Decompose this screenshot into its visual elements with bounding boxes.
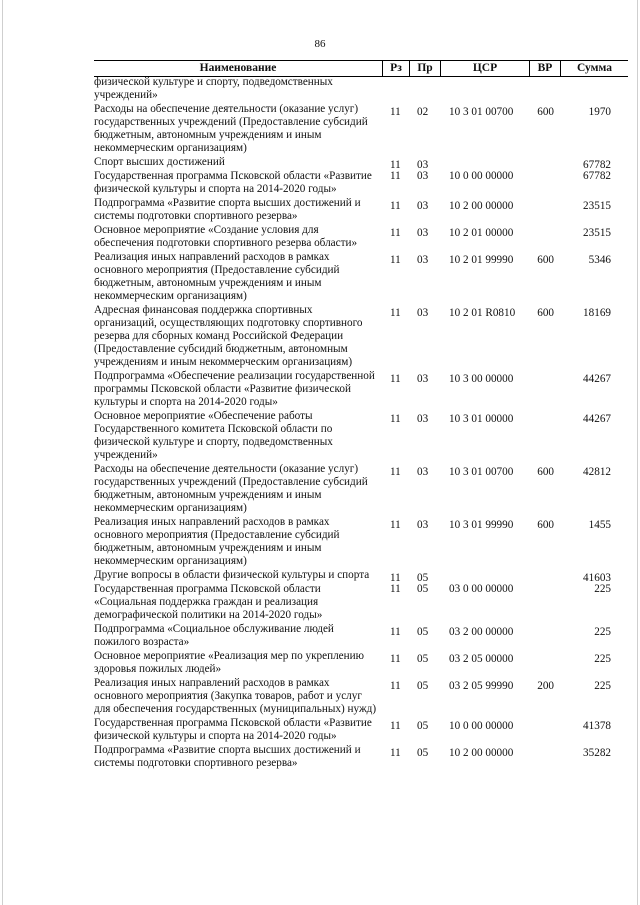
row-csr: 10 3 01 99990	[449, 519, 514, 531]
row-rz: 11	[390, 106, 401, 118]
table-row	[94, 744, 628, 770]
row-csr: 10 2 00 00000	[449, 200, 514, 212]
budget-table	[94, 76, 628, 771]
header-vr: ВР	[537, 62, 553, 74]
row-sum: 44267	[583, 373, 611, 385]
row-name: Государственная программа Псковской области «Развитие физической культуры и спорта на 2014-2020 годы»	[94, 717, 372, 742]
row-pr: 03	[417, 307, 429, 319]
row-csr: 10 3 01 00700	[449, 466, 514, 478]
row-sum: 225	[594, 680, 611, 692]
row-sum: 225	[594, 583, 611, 595]
table-row	[94, 623, 628, 649]
row-csr: 03 2 05 00000	[449, 653, 514, 665]
row-pr: 03	[417, 170, 429, 182]
table-row	[94, 650, 628, 676]
row-sum: 44267	[583, 413, 611, 425]
row-csr: 03 2 00 00000	[449, 626, 514, 638]
row-csr: 10 0 00 00000	[449, 170, 514, 182]
row-name: Адресная финансовая поддержка спортивных организаций, осуществляющих подготовку спортивного резерва для сборных команд Российской Федерации (Предоставление субсидий бюджетным, автономным учреждениям и иным некоммерческим организациям)	[94, 304, 363, 368]
table-row	[94, 197, 628, 223]
row-pr: 03	[417, 519, 429, 531]
table-row	[94, 410, 628, 462]
table-row	[94, 156, 628, 169]
row-rz: 11	[390, 519, 401, 531]
row-sum: 1455	[588, 519, 611, 531]
row-name: Расходы на обеспечение деятельности (оказание услуг) государственных учреждений (Предоставление субсидий бюджетным, автономным учреждениям и иным некоммерческим организациям)	[94, 463, 368, 514]
row-name: Расходы на обеспечение деятельности (оказание услуг) государственных учреждений (Предоставление субсидий бюджетным, автономным учреждениям и иным некоммерческим организациям)	[94, 103, 368, 154]
row-name: Реализация иных направлений расходов в рамках основного мероприятия (Закупка товаров, работ и услуг для обеспечения государственных (муниципальных) нужд)	[94, 677, 377, 715]
table-row	[94, 583, 628, 622]
row-pr: 03	[417, 373, 429, 385]
table-row	[94, 251, 628, 303]
row-rz: 11	[390, 227, 401, 239]
row-rz: 11	[390, 680, 401, 692]
row-sum: 1970	[588, 106, 611, 118]
row-pr: 05	[417, 572, 429, 584]
row-rz: 11	[390, 747, 401, 759]
row-pr: 03	[417, 466, 429, 478]
row-sum: 23515	[583, 227, 611, 239]
row-csr: 10 2 01 99990	[449, 254, 514, 266]
row-sum: 41603	[583, 572, 611, 584]
row-name: Подпрограмма «Развитие спорта высших достижений и системы подготовки спортивного резерва»	[94, 197, 361, 222]
row-pr: 05	[417, 680, 429, 692]
page-number: 86	[314, 38, 326, 50]
table-row	[94, 76, 628, 102]
row-pr: 03	[417, 227, 429, 239]
row-rz: 11	[390, 626, 401, 638]
row-name: Государственная программа Псковской области «Развитие физической культуры и спорта на 2014-2020 годы»	[94, 170, 372, 195]
table-row	[94, 370, 628, 409]
row-sum: 41378	[583, 720, 611, 732]
table-row	[94, 569, 628, 582]
row-name: Реализация иных направлений расходов в рамках основного мероприятия (Предоставление субсидий бюджетным, автономным учреждениям и иным некоммерческим организациям)	[94, 251, 340, 302]
header-csr: ЦСР	[472, 62, 498, 74]
row-csr: 10 2 01 R0810	[449, 307, 516, 319]
header-rz: Рз	[390, 62, 402, 74]
row-csr: 10 3 01 00000	[449, 413, 514, 425]
row-sum: 5346	[588, 254, 611, 266]
row-pr: 05	[417, 626, 429, 638]
row-name: физической культуре и спорту, подведомственных учреждений»	[94, 76, 333, 101]
table-row	[94, 516, 628, 568]
table-row	[94, 103, 628, 155]
row-rz: 11	[390, 200, 401, 212]
row-pr: 05	[417, 720, 429, 732]
row-vr: 600	[537, 519, 554, 531]
scan-edge-right	[637, 0, 638, 905]
row-name: Государственная программа Псковской области «Социальная поддержка граждан и реализация демографической политики на 2014-2020 годы»	[94, 583, 323, 621]
row-rz: 11	[390, 307, 401, 319]
scan-edge-left	[2, 0, 3, 905]
row-name: Другие вопросы в области физической культуры и спорта	[94, 569, 370, 581]
table-row	[94, 224, 628, 250]
row-rz: 11	[390, 466, 401, 478]
row-csr: 03 0 00 00000	[449, 583, 514, 595]
row-pr: 03	[417, 200, 429, 212]
table-row	[94, 304, 628, 369]
row-pr: 02	[417, 106, 429, 118]
row-vr: 600	[537, 254, 554, 266]
row-csr: 10 3 00 00000	[449, 373, 514, 385]
row-sum: 35282	[583, 747, 611, 759]
row-pr: 05	[417, 653, 429, 665]
row-sum: 23515	[583, 200, 611, 212]
row-csr: 10 3 01 00700	[449, 106, 514, 118]
row-name: Подпрограмма «Развитие спорта высших достижений и системы подготовки спортивного резерва»	[94, 744, 361, 769]
row-name: Основное мероприятие «Создание условия для обеспечения подготовки спортивного резерва области»	[94, 224, 358, 249]
row-vr: 600	[537, 106, 554, 118]
row-sum: 42812	[583, 466, 611, 478]
row-name: Спорт высших достижений	[94, 156, 225, 168]
row-rz: 11	[390, 373, 401, 385]
row-csr: 10 2 01 00000	[449, 227, 514, 239]
row-name: Основное мероприятие «Реализация мер по укреплению здоровья пожилых людей»	[94, 650, 364, 675]
row-pr: 03	[417, 413, 429, 425]
row-sum: 225	[594, 653, 611, 665]
row-csr: 10 0 00 00000	[449, 720, 514, 732]
header-name: Наименование	[199, 62, 277, 74]
row-name: Подпрограмма «Социальное обслуживание людей пожилого возраста»	[94, 623, 334, 648]
row-vr: 600	[537, 307, 554, 319]
row-sum: 18169	[583, 307, 611, 319]
table-row	[94, 170, 628, 196]
row-pr: 05	[417, 583, 429, 595]
row-name: Реализация иных направлений расходов в рамках основного мероприятия (Предоставление субсидий бюджетным, автономным учреждениям и иным некоммерческим организациям)	[94, 516, 340, 567]
row-rz: 11	[390, 572, 401, 584]
table-header	[94, 60, 628, 77]
row-pr: 03	[417, 254, 429, 266]
row-csr: 10 2 00 00000	[449, 747, 514, 759]
table-row	[94, 717, 628, 743]
row-sum: 67782	[583, 170, 611, 182]
table-row	[94, 677, 628, 716]
row-rz: 11	[390, 159, 401, 171]
row-csr: 03 2 05 99990	[449, 680, 514, 692]
row-rz: 11	[390, 583, 401, 595]
header-sum: Сумма	[577, 62, 612, 74]
row-rz: 11	[390, 653, 401, 665]
row-name: Основное мероприятие «Обеспечение работы Государственного комитета Псковской области по физической культуре и спорту, подведомственных учреждений»	[94, 410, 333, 461]
row-sum: 225	[594, 626, 611, 638]
row-name: Подпрограмма «Обеспечение реализации государственной программы Псковской области «Развитие физической культуры и спорта на 2014-2020 годы»	[94, 370, 375, 408]
row-rz: 11	[390, 720, 401, 732]
row-rz: 11	[390, 254, 401, 266]
row-pr: 03	[417, 159, 429, 171]
row-rz: 11	[390, 170, 401, 182]
row-pr: 05	[417, 747, 429, 759]
header-pr: Пр	[417, 62, 433, 74]
row-vr: 200	[537, 680, 554, 692]
row-vr: 600	[537, 466, 554, 478]
row-rz: 11	[390, 413, 401, 425]
table-row	[94, 463, 628, 515]
row-sum: 67782	[583, 159, 611, 171]
